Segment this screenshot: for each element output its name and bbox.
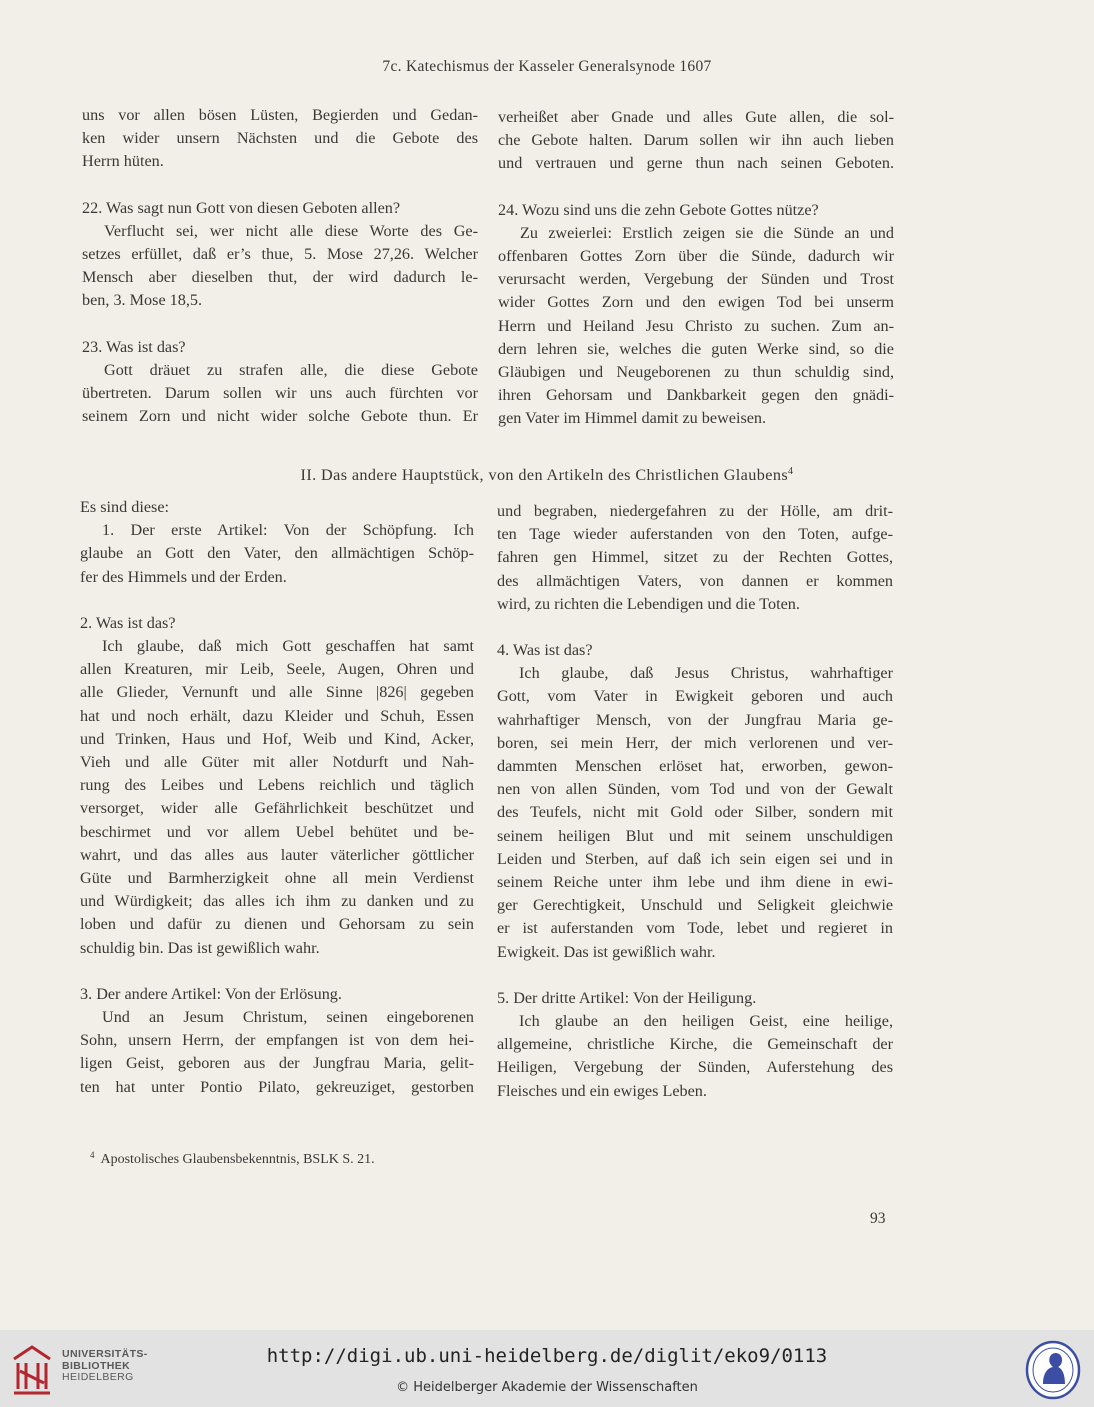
text-line: ben, 3. Mose 18,5. [82,291,203,310]
text-line: dammten Menschen erlöset hat, erworben, gewon- [497,757,893,776]
text-line: Es sind diese: [80,498,170,516]
text-line: Ich glaube, daß mich Gott geschaffen hat samt [102,637,474,656]
text-line: Heiligen, Vergebung der Sünden, Auferstehung des [497,1058,893,1077]
text-line: fahren gen Himmel, sitzet zu der Rechten Gottes, [497,548,893,567]
text-line: des allmächtigen Vaters, von dannen er kommen [497,571,893,590]
bottom-left-column [80,496,474,1099]
text-line: ten Tage wieder auferstanden von den Toten, aufge- [497,525,893,544]
text-line: und vertrauen und gerne thun nach seinen Geboten. [498,154,894,173]
text-line: nen von allen Sünden, vom Tod und von der Gewalt [497,780,893,799]
text-line: Ich glaube an den heiligen Geist, eine heilige, [519,1012,893,1031]
footnote [90,1150,375,1168]
top-left-column [82,104,478,428]
copyright-notice: © Heidelberger Akademie der Wissenschaften [396,1380,698,1395]
text-line: seinem heiligen Blut und mit seinem unschuldigen [497,826,893,845]
text-line: uns vor allen bösen Lüsten, Begierden und Gedan- [82,106,478,124]
text-line: che Gebote halten. Darum sollen wir ihn auch lieben [498,131,894,150]
text-line: Sohn, unsern Herrn, der empfangen ist von dem hei- [80,1031,474,1050]
text-line: ger Gerechtigkeit, Unschuld und Seligkeit gleichwie [497,896,893,915]
text-line: ligen Geist, geboren aus der Jungfrau Maria, gelit- [80,1054,474,1073]
footer-bar [0,1330,1094,1407]
text-line: fer des Himmels und der Erden. [80,567,287,586]
question-24: 24. Wozu sind uns die zehn Gebote Gottes nütze? [498,200,819,219]
question-23: 23. Was ist das? [82,337,186,356]
page-number: 93 [870,1210,886,1227]
question-2: 2. Was ist das? [80,613,176,632]
permalink-url[interactable]: http://digi.ub.uni-heidelberg.de/diglit/eko9/0113 [266,1345,828,1367]
text-line: loben und dafür zu dienen und Gehorsam zu sein [80,915,474,934]
academy-seal-icon [1025,1340,1081,1400]
text-line: Leiden und Sterben, auf daß ich sein eigen sei und in [497,849,893,868]
text-line: er ist auferstanden vom Tode, lebet und regieret in [497,919,893,938]
text-line: gen Vater im Himmel damit zu beweisen. [498,409,767,428]
logo-line: HEIDELBERG [62,1371,134,1383]
footnote-text: Apostolisches Glaubensbekenntnis, BSLK S. 21. [100,1152,375,1167]
section-heading [0,466,1094,485]
logo-line: BIBLIOTHEK [62,1359,131,1372]
text-line: hat und noch erhält, dazu Kleider und Schuh, Essen [80,706,474,725]
text-line: Herrn und Heiland Jesu Christo zu suchen. Zum an- [498,316,894,335]
text-line: Ewigkeit. Das ist gewißlich wahr. [497,942,716,961]
text-line: verursacht werden, Vergebung der Sünden und Trost [498,270,894,289]
text-line: setzes erfüllet, daß er’s thue, 5. Mose 27,26. Welcher [82,245,478,264]
text-line: und Trinken, Haus und Hof, Weib und Kind, Acker, [80,729,474,748]
text-line: Fleisches und ein ewiges Leben. [497,1081,707,1100]
text-line: allen Kreaturen, mir Leib, Seele, Augen, Ohren und [80,660,474,679]
question-4: 4. Was ist das? [497,641,593,660]
text-line: boren, sei mein Herr, der mich verlorenen und ver- [497,733,893,752]
text-line: seinem Reiche unter ihm lebe und ihm diene in ewi- [497,873,893,892]
text-line: und begraben, niedergefahren zu der Hölle, am drit- [497,502,893,520]
text-line: Gläubigen und Neugeborenen zu thun schuldig sind, [498,363,894,382]
text-line: schuldig bin. Das ist gewißlich wahr. [80,938,320,957]
text-line: Herrn hüten. [82,152,164,171]
footnote-marker: 4 [90,1150,95,1160]
text-line: offenbaren Gottes Zorn über die Sünde, dadurch wir [498,247,894,266]
text-line: ten hat unter Pontio Pilato, gekreuziget, gestorben [80,1077,474,1096]
text-line: Mensch aber dieselben thut, der wird dadurch le- [82,268,478,287]
text-line: wahrt, und das alles aus lauter väterlicher göttlicher [80,845,474,864]
running-head: 7c. Katechismus der Kasseler Generalsynode 1607 [382,58,712,75]
text-line: Verflucht sei, wer nicht alle diese Worte des Ge- [104,221,478,240]
text-line: beschirmet und vor allem Uebel behütet und be- [80,822,474,841]
footnote-ref: 4 [788,466,794,477]
text-line: wird, zu richten die Lebendigen und die Toten. [497,594,800,613]
text-line: seinem Zorn und nicht wider solche Gebote thun. Er [82,407,478,426]
article-1-heading: 1. Der erste Artikel: Von der Schöpfung. Ich [102,521,474,540]
text-line: Und an Jesum Christum, seinen eingeborenen [102,1008,474,1027]
text-line: Ich glaube, daß Jesus Christus, wahrhaftiger [519,664,893,683]
text-line: und Würdigkeit; das alles ich ihm zu danken und zu [80,892,474,911]
text-line: dern lehren sie, welches die guten Werke sind, so die [498,339,894,358]
text-line: übertreten. Darum sollen wir uns auch fürchten vor [82,384,478,403]
section-heading-text: II. Das andere Hauptstück, von den Artikeln des Christlichen Glaubens [300,466,789,484]
text-line: glaube an Gott den Vater, den allmächtigen Schöp- [80,544,474,563]
text-line: des Teufels, nicht mit Gold oder Silber, sondern mit [497,803,893,822]
text-line: ken wider unsern Nächsten und die Gebote des [82,129,478,148]
text-line: allgemeine, christliche Kirche, die Gemeinschaft der [497,1035,893,1054]
logo-line: UNIVERSITÄTS- [62,1348,148,1360]
text-line: wahrhaftiger Mensch, von der Jungfrau Maria ge- [497,710,893,729]
top-right-column [498,106,894,431]
text-line: alle Glieder, Vernunft und alle Sinne |826| gegeben [80,683,474,702]
text-line: Zu zweierlei: Erstlich zeigen sie die Sünde an und [520,223,894,242]
text-line: ihren Gehorsam und Dankbarkeit gegen den gnädi- [498,386,894,405]
text-line: Vieh und alle Güter mit aller Notdurft und Nah- [80,753,474,772]
text-line: versorget, wider alle Gefährlichkeit beschützet und [80,799,474,818]
text-line: verheißet aber Gnade und alles Gute allen, die sol- [498,108,894,126]
text-line: Gott, vom Vater in Ewigkeit geboren und auch [497,687,893,706]
text-line: wider Gottes Zorn und den ewigen Tod bei unserm [498,293,894,312]
question-22: 22. Was sagt nun Gott von diesen Geboten allen? [82,198,401,217]
text-line: Güte und Barmherzigkeit ohne all mein Verdienst [80,869,474,888]
bottom-right-column [497,500,893,1103]
article-5-heading: 5. Der dritte Artikel: Von der Heiligung. [497,988,757,1007]
text-line: Gott dräuet zu strafen alle, die diese Gebote [104,360,478,379]
text-line: rung des Leibes und Lebens reichlich und täglich [80,776,474,795]
article-3-heading: 3. Der andere Artikel: Von der Erlösung. [80,984,342,1003]
